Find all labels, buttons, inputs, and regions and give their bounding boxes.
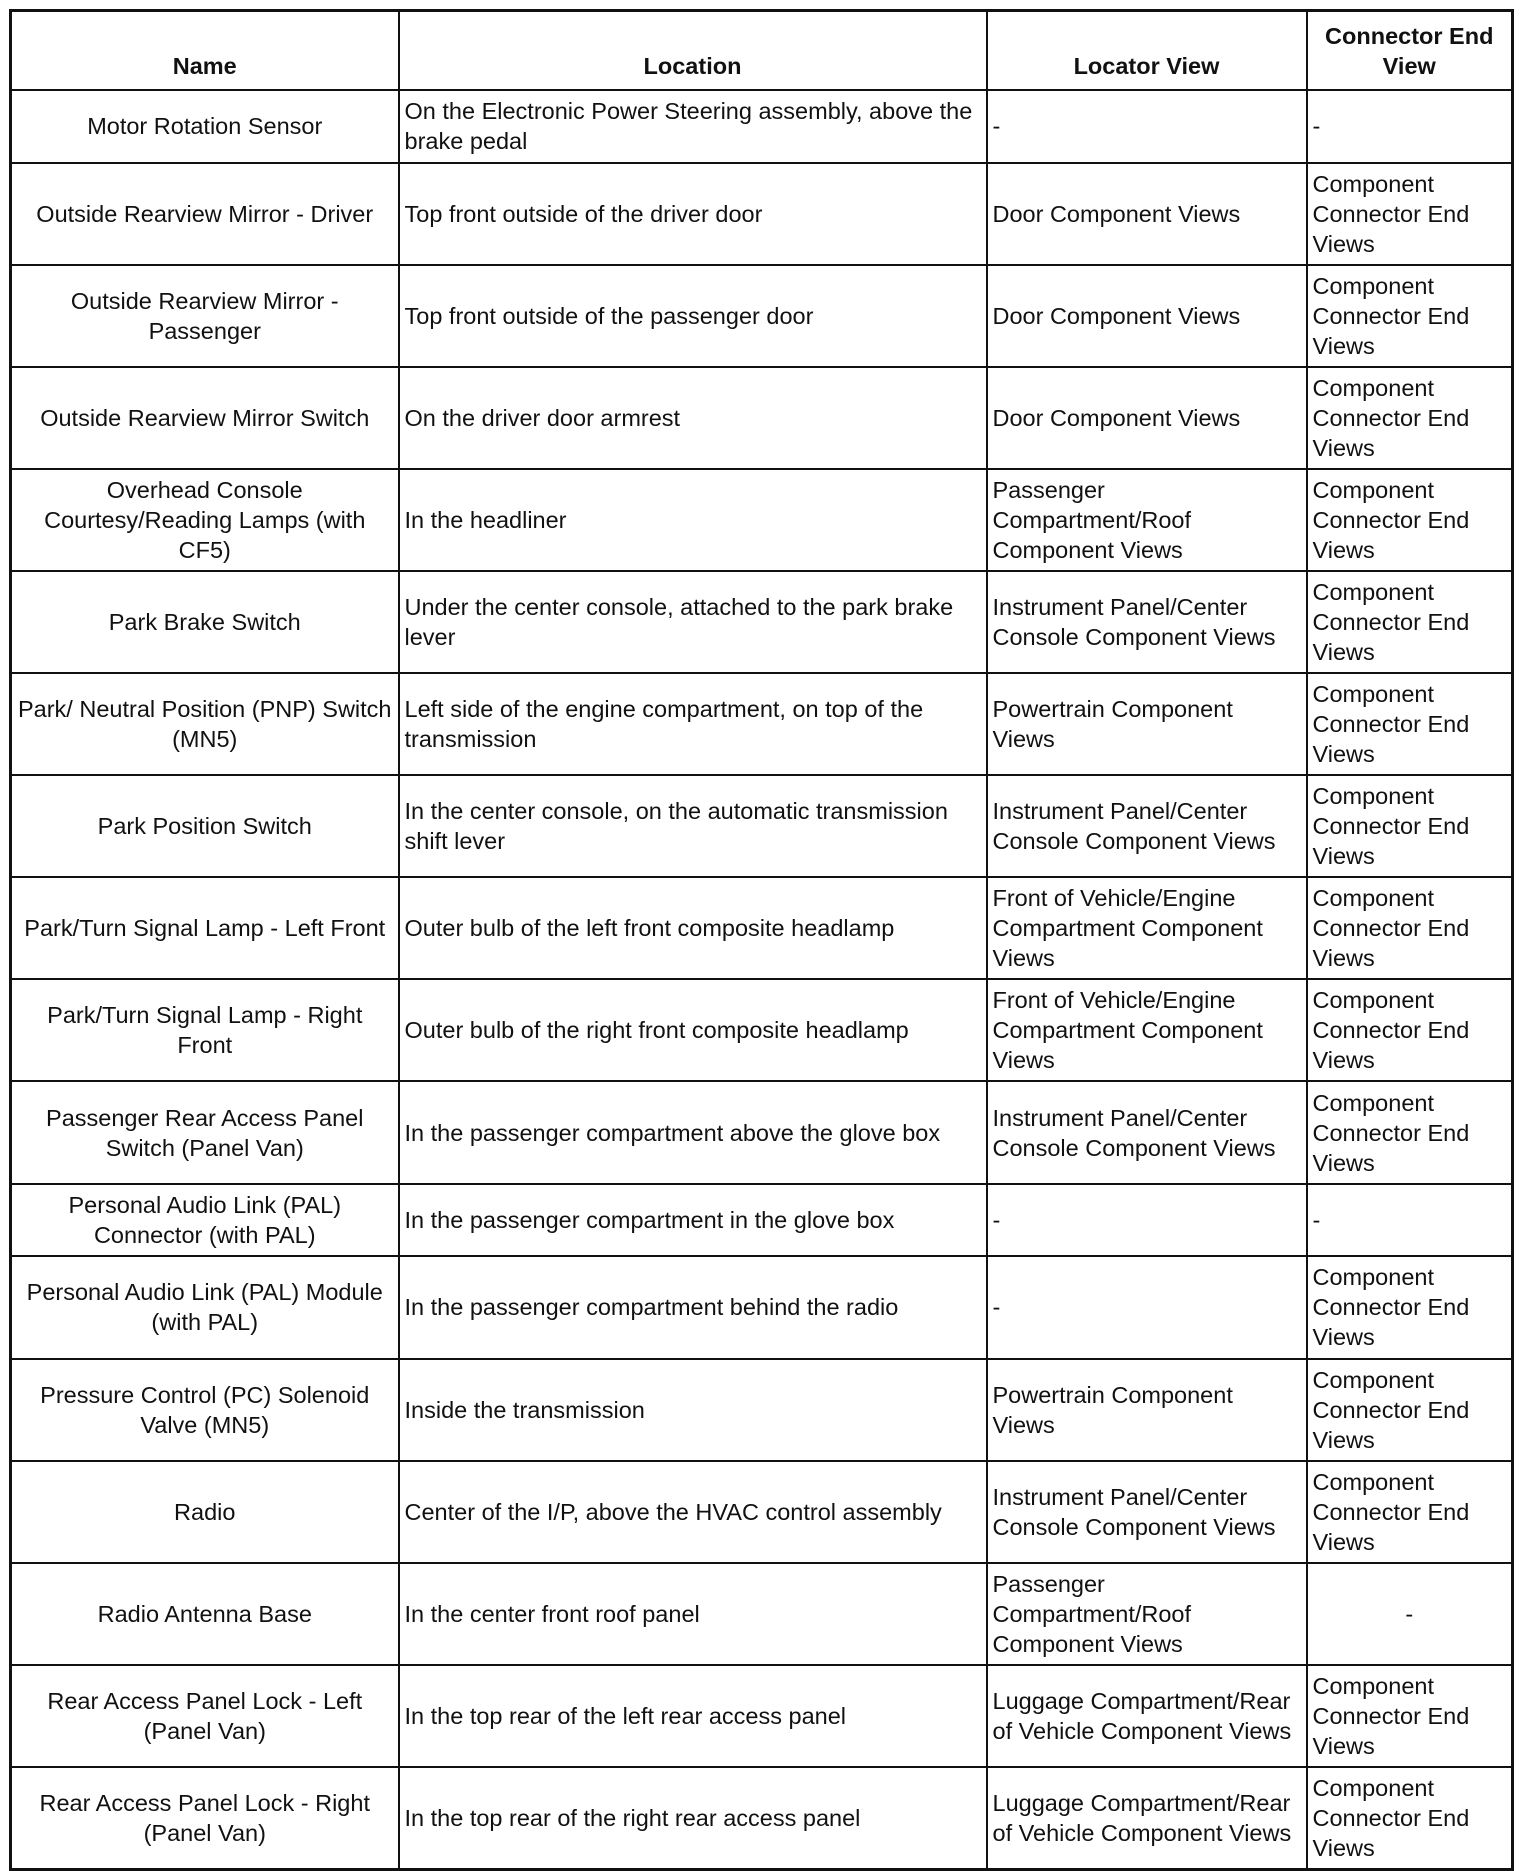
cell-name: Radio xyxy=(11,1461,399,1563)
cell-name: Rear Access Panel Lock - Right (Panel Van) xyxy=(11,1767,399,1870)
cell-location: In the headliner xyxy=(399,469,987,571)
table-row xyxy=(11,265,1513,367)
cell-location: In the passenger compartment behind the radio xyxy=(399,1256,987,1358)
cell-name: Personal Audio Link (PAL) Module (with PAL) xyxy=(11,1256,399,1358)
table-row xyxy=(11,1184,1513,1257)
header-connector-end-view: Connector End View xyxy=(1307,11,1513,91)
cell-location: In the center console, on the automatic transmission shift lever xyxy=(399,775,987,877)
cell-connector-end-view: Component Connector End Views xyxy=(1307,571,1513,673)
table-row xyxy=(11,1563,1513,1665)
cell-name: Personal Audio Link (PAL) Connector (with PAL) xyxy=(11,1184,399,1257)
cell-locator-view: - xyxy=(987,1184,1307,1257)
cell-location: In the top rear of the right rear access panel xyxy=(399,1767,987,1870)
cell-locator-view: Passenger Compartment/Roof Component Views xyxy=(987,469,1307,571)
cell-name: Park/Turn Signal Lamp - Right Front xyxy=(11,979,399,1081)
cell-connector-end-view: Component Connector End Views xyxy=(1307,979,1513,1081)
cell-locator-view: Door Component Views xyxy=(987,265,1307,367)
table-row xyxy=(11,1767,1513,1870)
cell-connector-end-view: Component Connector End Views xyxy=(1307,1767,1513,1870)
cell-locator-view: Instrument Panel/Center Console Component Views xyxy=(987,571,1307,673)
cell-location: Left side of the engine compartment, on top of the transmission xyxy=(399,673,987,775)
cell-connector-end-view: Component Connector End Views xyxy=(1307,877,1513,979)
header-locator-view: Locator View xyxy=(987,11,1307,91)
cell-location: Outer bulb of the left front composite headlamp xyxy=(399,877,987,979)
table-row xyxy=(11,1461,1513,1563)
cell-connector-end-view: Component Connector End Views xyxy=(1307,673,1513,775)
cell-location: Top front outside of the passenger door xyxy=(399,265,987,367)
component-locator-table xyxy=(9,9,1514,1871)
cell-name: Outside Rearview Mirror - Passenger xyxy=(11,265,399,367)
cell-name: Rear Access Panel Lock - Left (Panel Van) xyxy=(11,1665,399,1767)
cell-connector-end-view: Component Connector End Views xyxy=(1307,1256,1513,1358)
cell-connector-end-view: Component Connector End Views xyxy=(1307,775,1513,877)
table-row xyxy=(11,877,1513,979)
cell-location: Center of the I/P, above the HVAC control assembly xyxy=(399,1461,987,1563)
cell-location: Under the center console, attached to the park brake lever xyxy=(399,571,987,673)
cell-connector-end-view: - xyxy=(1307,1184,1513,1257)
cell-name: Park/ Neutral Position (PNP) Switch (MN5) xyxy=(11,673,399,775)
cell-locator-view: Luggage Compartment/Rear of Vehicle Component Views xyxy=(987,1767,1307,1870)
table-row xyxy=(11,367,1513,469)
cell-locator-view: Door Component Views xyxy=(987,367,1307,469)
cell-connector-end-view: Component Connector End Views xyxy=(1307,1665,1513,1767)
cell-locator-view: Front of Vehicle/Engine Compartment Component Views xyxy=(987,877,1307,979)
cell-locator-view: Luggage Compartment/Rear of Vehicle Component Views xyxy=(987,1665,1307,1767)
cell-location: Top front outside of the driver door xyxy=(399,163,987,265)
cell-name: Motor Rotation Sensor xyxy=(11,90,399,163)
cell-connector-end-view: Component Connector End Views xyxy=(1307,1461,1513,1563)
table-header-row xyxy=(11,11,1513,91)
cell-location: On the driver door armrest xyxy=(399,367,987,469)
cell-name: Outside Rearview Mirror - Driver xyxy=(11,163,399,265)
table-row xyxy=(11,163,1513,265)
cell-connector-end-view: - xyxy=(1307,1563,1513,1665)
table-row xyxy=(11,571,1513,673)
table-row xyxy=(11,673,1513,775)
cell-locator-view: Instrument Panel/Center Console Component Views xyxy=(987,1461,1307,1563)
table-row xyxy=(11,90,1513,163)
table-row xyxy=(11,979,1513,1081)
header-name: Name xyxy=(11,11,399,91)
cell-locator-view: - xyxy=(987,1256,1307,1358)
cell-connector-end-view: Component Connector End Views xyxy=(1307,367,1513,469)
cell-locator-view: Powertrain Component Views xyxy=(987,673,1307,775)
cell-locator-view: Instrument Panel/Center Console Component Views xyxy=(987,1081,1307,1183)
cell-name: Pressure Control (PC) Solenoid Valve (MN5) xyxy=(11,1359,399,1461)
header-location: Location xyxy=(399,11,987,91)
cell-location: Outer bulb of the right front composite headlamp xyxy=(399,979,987,1081)
cell-location: In the top rear of the left rear access panel xyxy=(399,1665,987,1767)
cell-connector-end-view: Component Connector End Views xyxy=(1307,163,1513,265)
cell-locator-view: Instrument Panel/Center Console Component Views xyxy=(987,775,1307,877)
cell-name: Overhead Console Courtesy/Reading Lamps (with CF5) xyxy=(11,469,399,571)
cell-connector-end-view: - xyxy=(1307,90,1513,163)
cell-connector-end-view: Component Connector End Views xyxy=(1307,1359,1513,1461)
cell-name: Park/Turn Signal Lamp - Left Front xyxy=(11,877,399,979)
cell-name: Radio Antenna Base xyxy=(11,1563,399,1665)
table-row xyxy=(11,775,1513,877)
cell-locator-view: Passenger Compartment/Roof Component Views xyxy=(987,1563,1307,1665)
cell-locator-view: Door Component Views xyxy=(987,163,1307,265)
cell-name: Outside Rearview Mirror Switch xyxy=(11,367,399,469)
table-row xyxy=(11,1665,1513,1767)
table-row xyxy=(11,469,1513,571)
cell-connector-end-view: Component Connector End Views xyxy=(1307,469,1513,571)
cell-location: In the passenger compartment in the glove box xyxy=(399,1184,987,1257)
cell-location: Inside the transmission xyxy=(399,1359,987,1461)
table-row xyxy=(11,1256,1513,1358)
cell-connector-end-view: Component Connector End Views xyxy=(1307,1081,1513,1183)
cell-name: Passenger Rear Access Panel Switch (Panel Van) xyxy=(11,1081,399,1183)
cell-locator-view: Powertrain Component Views xyxy=(987,1359,1307,1461)
cell-location: In the passenger compartment above the glove box xyxy=(399,1081,987,1183)
cell-connector-end-view: Component Connector End Views xyxy=(1307,265,1513,367)
cell-name: Park Brake Switch xyxy=(11,571,399,673)
cell-locator-view: - xyxy=(987,90,1307,163)
cell-location: In the center front roof panel xyxy=(399,1563,987,1665)
cell-location: On the Electronic Power Steering assembly, above the brake pedal xyxy=(399,90,987,163)
table-row xyxy=(11,1081,1513,1183)
table-row xyxy=(11,1359,1513,1461)
cell-name: Park Position Switch xyxy=(11,775,399,877)
cell-locator-view: Front of Vehicle/Engine Compartment Component Views xyxy=(987,979,1307,1081)
